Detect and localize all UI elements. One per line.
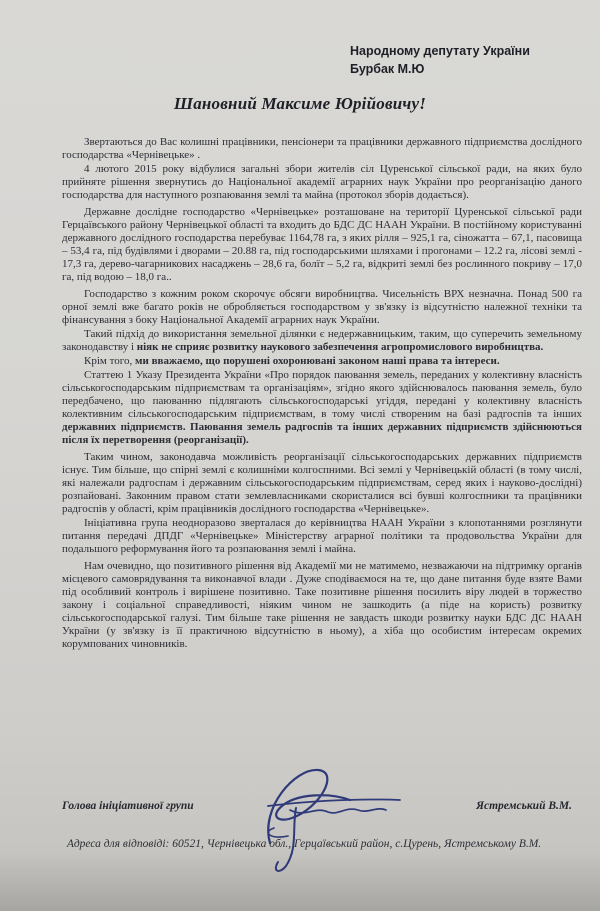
addressee-line-1: Народному депутату України: [350, 44, 530, 58]
letter-body: [62, 136, 582, 652]
addressee-line-2: Бурбак М.Ю: [350, 62, 425, 76]
paragraph-7: Статтею 1 Указу Президента України «Про порядок паювання земель, переданих у колективну власність сільськогосподарським підприємствам та організаціям», згідно якого здійснювалось паювання земель, було передбачено, що паюванню підлягають сільськогосподарські угіддя, передані у колективну власність колективним сільськогосподарським підприємствам, в тому числі створеним на базі радгоспів та інших державних підприємств. Паювання земель радгоспів та інших державних підприємств здійснюються після їх перетворення (реорганізації).: [62, 369, 582, 446]
addressee-block: [350, 42, 590, 78]
paragraph-4: Господарство з кожним роком скорочує обсяги виробництва. Чисельність ВРХ незначна. Понад 500 га орної землі вже багато років не обробляється господарством у зв'язку із відсутністю належної техніки та фінансування з боку Національної Академії аграрних наук України.: [62, 288, 582, 326]
paragraph-1: Звертаються до Вас колишні працівники, пенсіонери та працівники державного підприємства дослідного господарства «Чернівецьке» .: [62, 136, 582, 161]
paragraph-3: Державне дослідне господарство «Чернівецьке» розташоване на території Цуренської сільської ради Герцаївського району Чернівецької області та входить до БДС ДС НААН України. В постійному користуванні державного дослідного господарства перебуває 1164,78 га, з яких рілля – 925,1 га, сіножатта – 67,1, пасовища – 53,4 га, під будівлями і дворами – 20.88 га, під господарськими шляхами і прогонами – 12.2 га, лісові землі - 17,3 га, дерево-чагарникових насаджень – 28,6 га, болїт – 5,2 га, відкриті землі без рослинного покриву – 17,0 га, під водою – 18,0 га..: [62, 206, 582, 283]
paragraph-6: Крім того, ми вважаємо, що порушені охоронювані законом наші права та інтереси.: [84, 355, 500, 367]
signature-row: [62, 800, 582, 820]
signatory-name: Ястремський В.М.: [476, 800, 572, 812]
paragraph-8: Таким чином, законодавча можливість реорганізації сільськогосподарських державних підприємств існує. Тим більше, що спірні землі є колишніми колгоспними. Всі землі у Чернівецькій області (в тому числі, які належали радгоспам і державним сільськогосподарським підприємствам, серед яких і науково-дослідні) розпайовані. Законним правом стати землевласниками скористалися всі бувші колгоспники та працівники радгоспів у області, крім працівників дослідного господарства «Чернівецьке».: [62, 451, 582, 515]
paragraph-5: Такий підхід до використання земельної ділянки є недержавницьким, таким, що суперечить земельному законодавству і ніяк не сприяє розвитку наукового забезпечення агропромислового виробництва.: [62, 328, 582, 353]
paragraph-2: 4 лютого 2015 року відбулися загальні збори жителів сіл Цуренської сільської ради, на яких було прийняте рішення звернутись до Національної академії аграрних наук України про реорганізацію даного господарства для наступного розпаювання землі та майна (протокол зборів додається).: [62, 163, 582, 201]
reply-address: Адреса для відповіді: 60521, Чернівецька обл., Герцаївський район, с.Цурень, Ястремському В.М.: [66, 838, 542, 850]
paragraph-9: Ініціативна група неодноразово зверталася до керівництва НААН України з клопотаннями розглянути питання передачі ДПДГ «Чернівецьке» Міністерству аграрної політики та продовольства України для подальшого реформування його та розпаювання землі і майна.: [62, 517, 582, 555]
signatory-title: Голова ініціативної групи: [62, 800, 194, 812]
paragraph-10: Нам очевидно, що позитивного рішення від Академії ми не матимемо, незважаючи на підтримку органів місцевого самоврядування та виконавчої влади . Дуже сподіваємося на те, що дане питання буде взяте Вами під особливий контроль і вирішене позитивно. Таке позитивне рішення посилить віру людей в торжество закону і соціальної справедливості, ніяким чином не зашкодить (а піде на користь) розвитку сільськогосподарської галузі. Тим більше таке рішення не завдасть шкоди розвитку науки БДС ДС НААН України (у зв'язку із її практичною відсутністю в ньому), а хіба що особистим інтересам окремих корумпованих чиновників.: [62, 560, 582, 650]
greeting-heading: Шановний Максиме Юрійовичу!: [173, 94, 427, 113]
